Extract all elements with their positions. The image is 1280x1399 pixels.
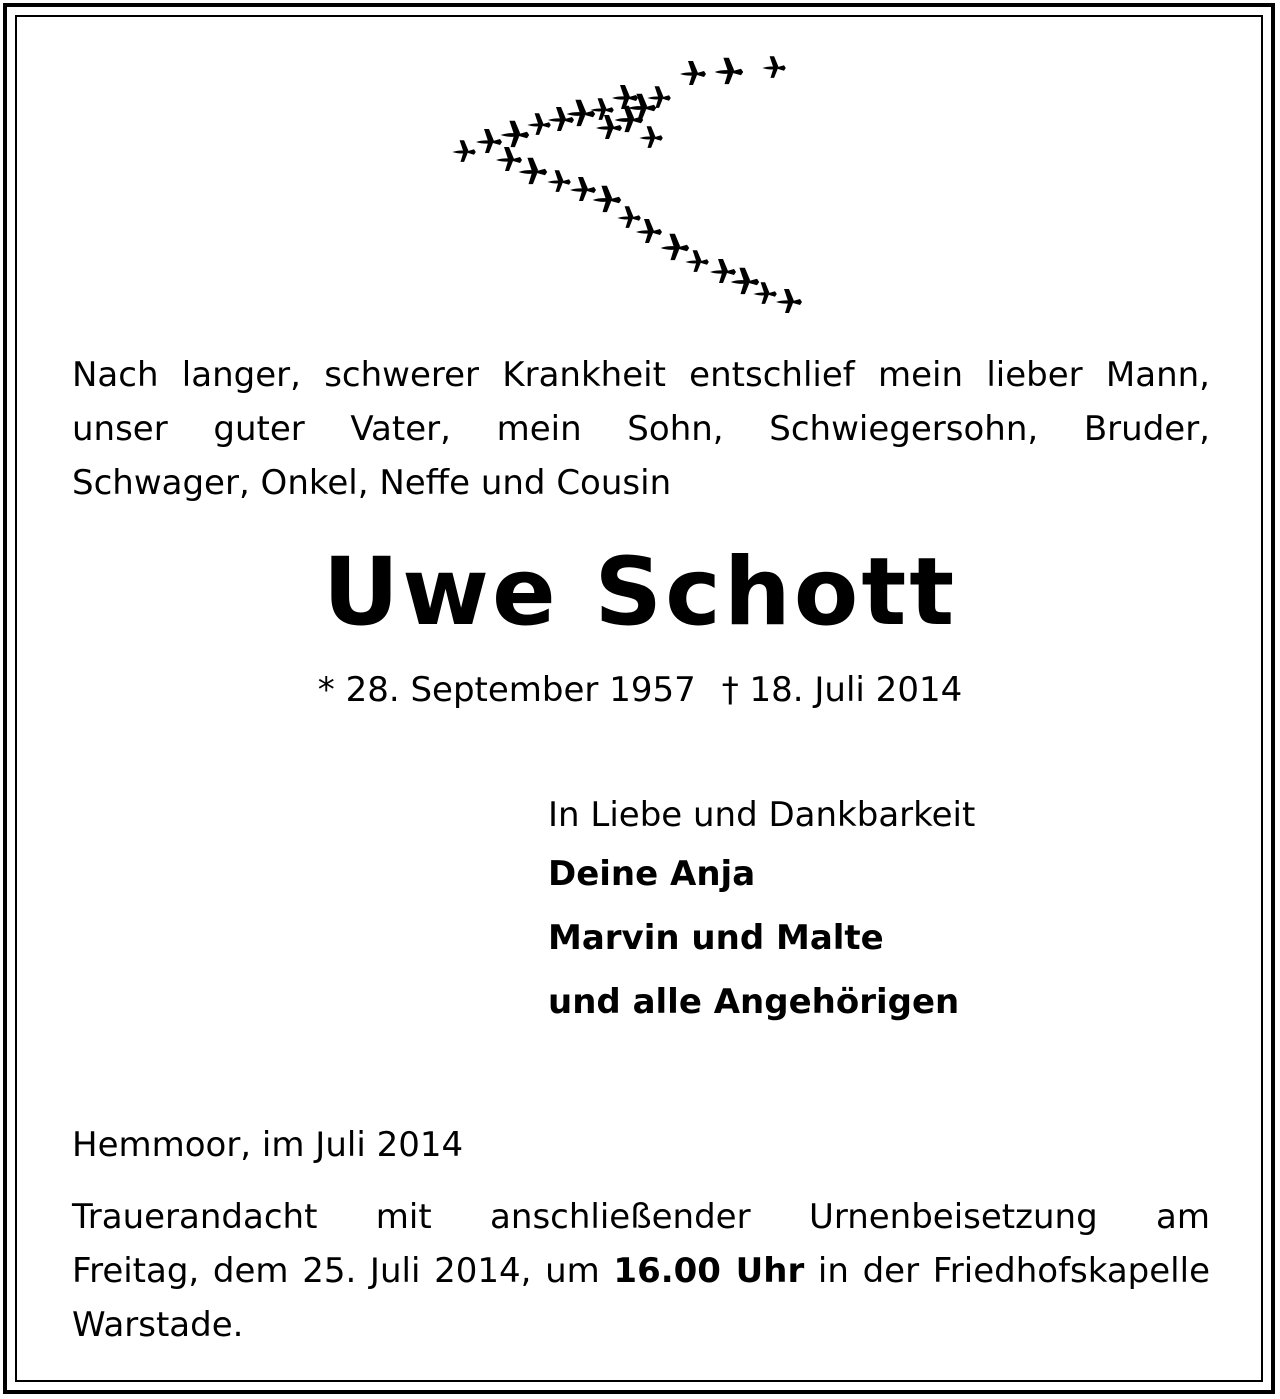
bird-icon — [519, 158, 548, 184]
flock-of-birds-icon — [440, 50, 820, 320]
bird-icon — [590, 98, 613, 120]
bird-icon — [710, 259, 736, 283]
ceremony-line: Trauerandacht mit anschließender Urnenbeisetzung am — [72, 1197, 1210, 1237]
bird-icon — [501, 121, 530, 147]
mourners-block — [548, 788, 975, 1034]
mourner-name: und alle Angehörigen — [548, 982, 960, 1022]
bird-icon — [685, 250, 708, 272]
bird-icon — [476, 129, 502, 153]
bird-icon — [617, 206, 640, 228]
bird-icon — [636, 219, 662, 243]
bird-icon — [715, 58, 744, 84]
birth-date: * 28. September 1957 — [317, 670, 696, 710]
bird-icon — [762, 56, 785, 78]
bird-icon — [547, 170, 570, 192]
ceremony-line: Warstade. — [72, 1305, 244, 1345]
bird-icon — [776, 289, 802, 313]
intro-line: Schwager, Onkel, Neffe und Cousin — [72, 463, 672, 503]
intro-line: unser guter Vater, mein Sohn, Schwiegersohn, Bruder, — [72, 409, 1210, 449]
bird-icon — [680, 61, 706, 85]
mourner-name: Marvin und Malte — [548, 918, 884, 958]
bird-icon — [496, 147, 522, 171]
bird-icon — [661, 234, 690, 260]
bird-icon — [612, 85, 638, 109]
mourners-intro: In Liebe und Dankbarkeit — [548, 795, 976, 835]
intro-line: Nach langer, schwerer Krankheit entschlief mein lieber Mann, — [72, 355, 1210, 395]
bird-icon — [548, 107, 574, 131]
bird-icon — [452, 140, 475, 162]
ceremony-time: 16.00 Uhr — [613, 1251, 805, 1291]
intro-text — [72, 348, 1210, 510]
bird-icon — [639, 126, 662, 148]
life-dates — [0, 666, 1280, 714]
bird-icon — [527, 113, 550, 135]
death-date: † 18. Juli 2014 — [721, 670, 963, 710]
ceremony-line: Freitag, dem 25. Juli 2014, um 16.00 Uhr in der Friedhofskapelle — [72, 1251, 1210, 1291]
bird-icon — [570, 177, 596, 201]
ceremony-info — [72, 1190, 1210, 1352]
mourner-name: Deine Anja — [548, 854, 756, 894]
bird-icon — [753, 282, 776, 304]
bird-icon — [647, 86, 670, 108]
bird-icon — [593, 186, 622, 212]
place-date: Hemmoor, im Juli 2014 — [72, 1125, 464, 1165]
deceased-name: Uwe Schott — [322, 538, 958, 647]
